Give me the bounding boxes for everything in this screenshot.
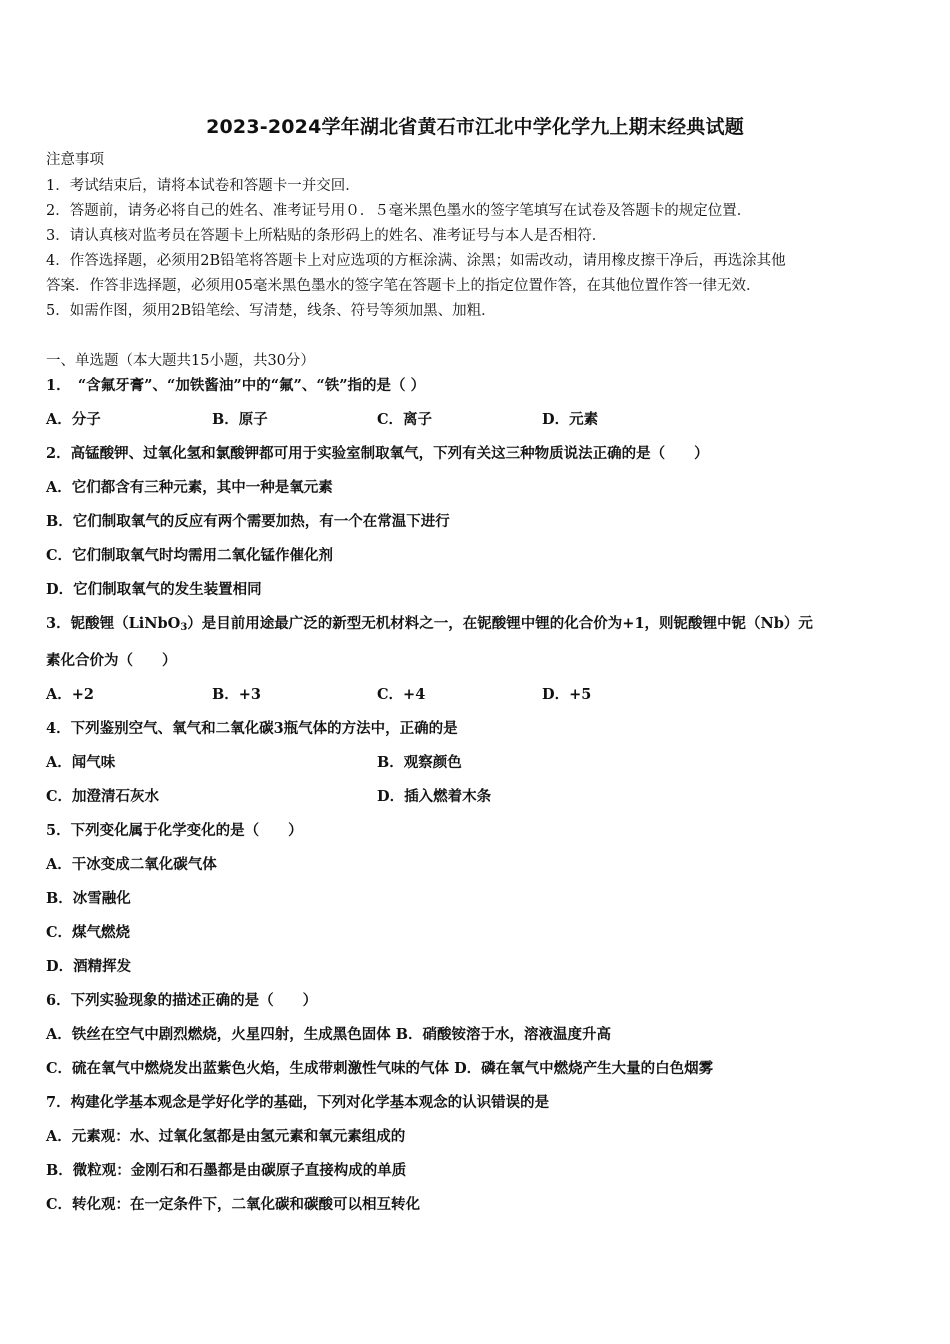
- question-5-option-b: B．冰雪融化: [46, 890, 131, 907]
- question-3-stem-pre: 3．铌酸锂（LiNbO: [46, 615, 181, 632]
- question-4-stem: 4．下列鉴别空气、氧气和二氧化碳3瓶气体的方法中，正确的是: [46, 720, 458, 737]
- question-1-option-a: A．分子: [46, 411, 101, 428]
- question-2-option-b: B．它们制取氧气的反应有两个需要加热，有一个在常温下进行: [46, 513, 450, 530]
- question-5-option-d: D．酒精挥发: [46, 958, 132, 975]
- question-4-option-d: D．插入燃着木条: [377, 788, 492, 805]
- notice-item-4-cont: 答案．作答非选择题，必须用05毫米黑色墨水的签字笔在答题卡上的指定位置作答，在其他位置作答一律无效．: [46, 278, 761, 294]
- question-5-option-a: A．干冰变成二氧化碳气体: [46, 856, 217, 873]
- question-7-option-b: B．微粒观：金刚石和石墨都是由碳原子直接构成的单质: [46, 1162, 407, 1179]
- question-3-option-c: C．+4: [377, 686, 426, 703]
- section-heading: 一、单选题（本大题共15小题，共30分）: [46, 353, 315, 369]
- question-4-option-a: A．闻气味: [46, 754, 116, 771]
- notice-item-1: 1．考试结束后，请将本试卷和答题卡一并交回．: [46, 178, 360, 194]
- question-6-options-cd: C．硫在氧气中燃烧发出蓝紫色火焰，生成带刺激性气味的气体 D．磷在氧气中燃烧产生大量的白色烟雾: [46, 1060, 714, 1077]
- question-6-options-ab: A．铁丝在空气中剧烈燃烧，火星四射，生成黑色固体 B．硝酸铵溶于水，溶液温度升高: [46, 1026, 612, 1043]
- question-3-option-b: B．+3: [212, 686, 261, 703]
- question-2-stem: 2．高锰酸钾、过氧化氢和氯酸钾都可用于实验室制取氧气，下列有关这三种物质说法正确的是（ ）: [46, 445, 709, 462]
- question-3-stem-post: ）是目前用途最广泛的新型无机材料之一，在铌酸锂中锂的化合价为+1，则铌酸锂中铌（Nb）元: [187, 615, 813, 632]
- question-3-option-d: D．+5: [542, 686, 592, 703]
- question-3-stem-cont: 素化合价为（ ）: [46, 652, 177, 669]
- question-2-option-d: D．它们制取氧气的发生装置相同: [46, 581, 262, 598]
- question-1-option-b: B．原子: [212, 411, 268, 428]
- notice-item-2: 2．答题前，请务必将自己的姓名、准考证号用０．５毫米黑色墨水的签字笔填写在试卷及答题卡的规定位置．: [46, 203, 752, 219]
- notice-item-3: 3．请认真核对监考员在答题卡上所粘贴的条形码上的姓名、准考证号与本人是否相符．: [46, 228, 607, 244]
- question-5-option-c: C．煤气燃烧: [46, 924, 131, 941]
- question-4-option-b: B．观察颜色: [377, 754, 462, 771]
- question-6-stem: 6．下列实验现象的描述正确的是（ ）: [46, 992, 318, 1009]
- question-1-stem: 1． “含氟牙膏”、“加铁酱油”中的“氟”、“铁”指的是（ ）: [46, 377, 426, 394]
- notice-item-4: 4．作答选择题，必须用2B铅笔将答题卡上对应选项的方框涂满、涂黑；如需改动，请用橡皮擦干净后，再选涂其他: [46, 253, 786, 269]
- question-3-stem-subscript: 3: [180, 622, 188, 633]
- notice-item-5: 5．如需作图，须用2B铅笔绘、写清楚，线条、符号等须加黑、加粗．: [46, 303, 496, 319]
- question-3-stem: [46, 614, 813, 638]
- page-title: 2023-2024学年湖北省黄石市江北中学化学九上期末经典试题: [206, 116, 744, 138]
- question-1-option-c: C．离子: [377, 411, 433, 428]
- question-2-option-a: A．它们都含有三种元素，其中一种是氧元素: [46, 479, 333, 496]
- question-7-stem: 7．构建化学基本观念是学好化学的基础，下列对化学基本观念的认识错误的是: [46, 1094, 550, 1111]
- question-5-stem: 5．下列变化属于化学变化的是（ ）: [46, 822, 303, 839]
- question-4-option-c: C．加澄清石灰水: [46, 788, 160, 805]
- question-1-option-d: D．元素: [542, 411, 599, 428]
- question-3-option-a: A．+2: [46, 686, 94, 703]
- question-7-option-a: A．元素观：水、过氧化氢都是由氢元素和氧元素组成的: [46, 1128, 406, 1145]
- question-7-option-c: C．转化观：在一定条件下，二氧化碳和碳酸可以相互转化: [46, 1196, 421, 1213]
- notice-heading: 注意事项: [46, 152, 104, 168]
- question-2-option-c: C．它们制取氧气时均需用二氧化锰作催化剂: [46, 547, 334, 564]
